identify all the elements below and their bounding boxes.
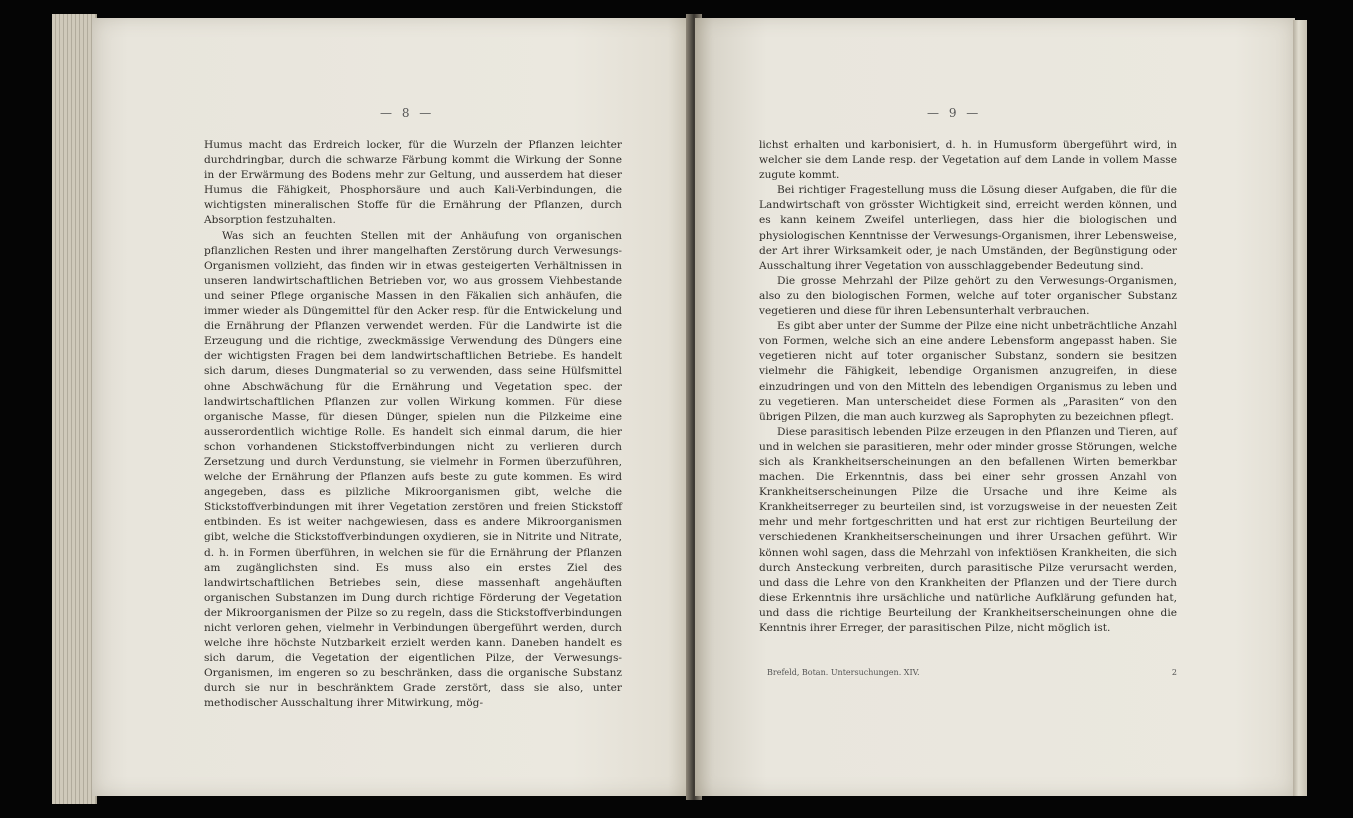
paragraph: Es gibt aber unter der Summe der Pilze eine nicht unbeträchtliche Anzahl von Formen, welche sich an eine andere Lebensform angepasst haben. Sie vegetieren nicht auf toter organischer Substanz, sondern sie besitzen vielmehr die Fähigkeit, lebendige Organismen anzugreifen, in diese einzudringen und von den Mitteln des lebendigen Organismus zu leben und zu vegetieren. Man unterscheidet diese Formen als „Parasiten“ von den übrigen Pilzen, die man auch kurzweg als Saprophyten zu bezeichnen pflegt. — [759, 320, 1177, 423]
page-footer — [767, 668, 1177, 677]
page-number-right: — 9 — — [927, 106, 982, 120]
paragraph: Bei richtiger Fragestellung muss die Lösung dieser Aufgaben, die für die Landwirtschaft von grösster Wichtigkeit sind, erreicht werden können, und es kann keinem Zweifel unterliegen, dass hier die biologischen und physiologischen Kenntnisse der Verwesungs-Organismen, ihrer Lebensweise, der Art ihrer Wirksamkeit oder, je nach Umständen, der Begünstigung oder Ausschaltung ihrer Vegetation von ausschlaggebender Bedeutung sind. — [759, 184, 1177, 272]
left-page-text — [204, 138, 622, 712]
right-page — [695, 18, 1295, 796]
paragraph: lichst erhalten und karbonisiert, d. h. in Humusform übergeführt wird, in welcher sie dem Lande resp. der Vegetation auf dem Lande in vollem Masse zugute kommt. — [759, 139, 1177, 182]
page-number-left: — 8 — — [380, 106, 435, 120]
footer-citation: Brefeld, Botan. Untersuchungen. XIV. — [767, 668, 920, 677]
left-page-edges — [52, 14, 97, 804]
signature-mark: 2 — [1171, 668, 1177, 677]
paragraph: Diese parasitisch lebenden Pilze erzeugen in den Pflanzen und Tieren, auf und in welchen sie parasitieren, mehr oder minder grosse Störungen, welche sich als Krankheitserscheinungen an den befallenen Wirten bemerkbar machen. Die Erkenntnis, dass bei einer sehr grossen Anzahl von Krankheitserscheinungen Pilze die Ursache und ihre Keime als Krankheitserreger zu beurteilen sind, ist vorzugsweise in der neuesten Zeit mehr und mehr fortgeschritten und hat erst zur richtigen Beurteilung der verschiedenen Krankheitserscheinungen und ihrer Ursachen geführt. Wir können wohl sagen, dass die Mehrzahl von infektiösen Krankheiten, die sich durch Ansteckung verbreiten, durch parasitische Pilze verursacht werden, und dass die Lehre von den Krankheiten der Pflanzen und der Tiere durch diese Erkenntnis ihre ursächliche und natürliche Aufklärung gefunden hat, und dass die richtige Beurteilung der Krankheitserscheinungen ohne die Kenntnis ihrer Erreger, der parasitischen Pilze, nicht möglich ist. — [759, 425, 1177, 634]
left-page — [92, 18, 692, 796]
right-page-edges — [1293, 20, 1307, 796]
paragraph: Was sich an feuchten Stellen mit der Anhäufung von organischen pflanzlichen Resten und ihrer mangelhaften Zerstörung durch Verwesungs-Organismen vollzieht, das finden wir in etwas gesteigerten Verhältnissen in unseren landwirtschaftlichen Betrieben vor, wo aus grossem Viehbestande und seiner Pflege organische Massen in den Fäkalien sich anhäufen, die immer wieder als Düngemittel für den Acker resp. für die Entwickelung und die Ernährung der Pflanzen verwendet werden. Für die Landwirte ist die Erzeugung und die richtige, zweckmässige Verwendung des Düngers eine der wichtigsten Fragen bei dem landwirtschaftlichen Betriebe. Es handelt sich darum, dieses Dungmaterial so zu verwenden, dass seine Hülfsmittel ohne Abschwächung für die Ernährung und Vegetation spec. der landwirtschaftlichen Pflanzen zur vollen Wirkung kommen. Für diese organische Masse, für diesen Dünger, spielen nun die Pilzkeime eine ausserordentlich wichtige Rolle. Es handelt sich einmal darum, die hier schon vorhandenen Stickstoffverbindungen nicht zu verlieren durch Zersetzung und durch Verdunstung, sie vielmehr in Formen überzuführen, welche der Ernährung der Pflanzen aufs beste zu gute kommen. Es wird angegeben, dass es pilzliche Mikroorganismen gibt, welche die Stickstoffverbindungen mit ihrer Vegetation zerstören und freien Stickstoff entbinden. Es ist weiter nachgewiesen, dass es andere Mikroorganismen gibt, welche die Stickstoffverbindungen oxydieren, sie in Nitrite und Nitrate, d. h. in Formen überführen, in welchen sie für die Ernährung der Pflanzen am zugänglichsten sind. Es muss also ein erstes Ziel des landwirtschaftlichen Betriebes sein, diese massenhaft angehäuften organischen Substanzen im Dung durch richtige Förderung der Vegetation der Mikroorganismen der Pilze so zu regeln, dass die Stickstoffverbindungen nicht verloren gehen, vielmehr in Verbindungen übergeführt werden, durch welche ihre höchste Nutzbarkeit erzielt werden kann. Daneben handelt es sich darum, die Vegetation der eigentlichen Pilze, der Verwesungs-Organismen, im engeren so zu beschränken, dass die organische Substanz durch sie nur in beschränktem Grade zerstört, dass sie also, unter methodischer Ausschaltung ihrer Mitwirkung, mög- — [204, 229, 622, 710]
paragraph: Die grosse Mehrzahl der Pilze gehört zu den Verwesungs-Organismen, also zu den biologischen Formen, welche auf toter organischer Substanz vegetieren und diese für ihren Lebensunterhalt verbrauchen. — [759, 274, 1177, 318]
right-page-text — [759, 138, 1177, 636]
paragraph: Humus macht das Erdreich locker, für die Wurzeln der Pflanzen leichter durchdringbar, durch die schwarze Färbung kommt die Wirkung der Sonne in der Erwärmung des Bodens mehr zur Geltung, und ausserdem hat dieser Humus die Fähigkeit, Phosphorsäure und auch Kali-Verbindungen, die wichtigsten mineralischen Stoffe für die Ernährung der Pflanzen, durch Absorption festzuhalten. — [204, 139, 622, 227]
